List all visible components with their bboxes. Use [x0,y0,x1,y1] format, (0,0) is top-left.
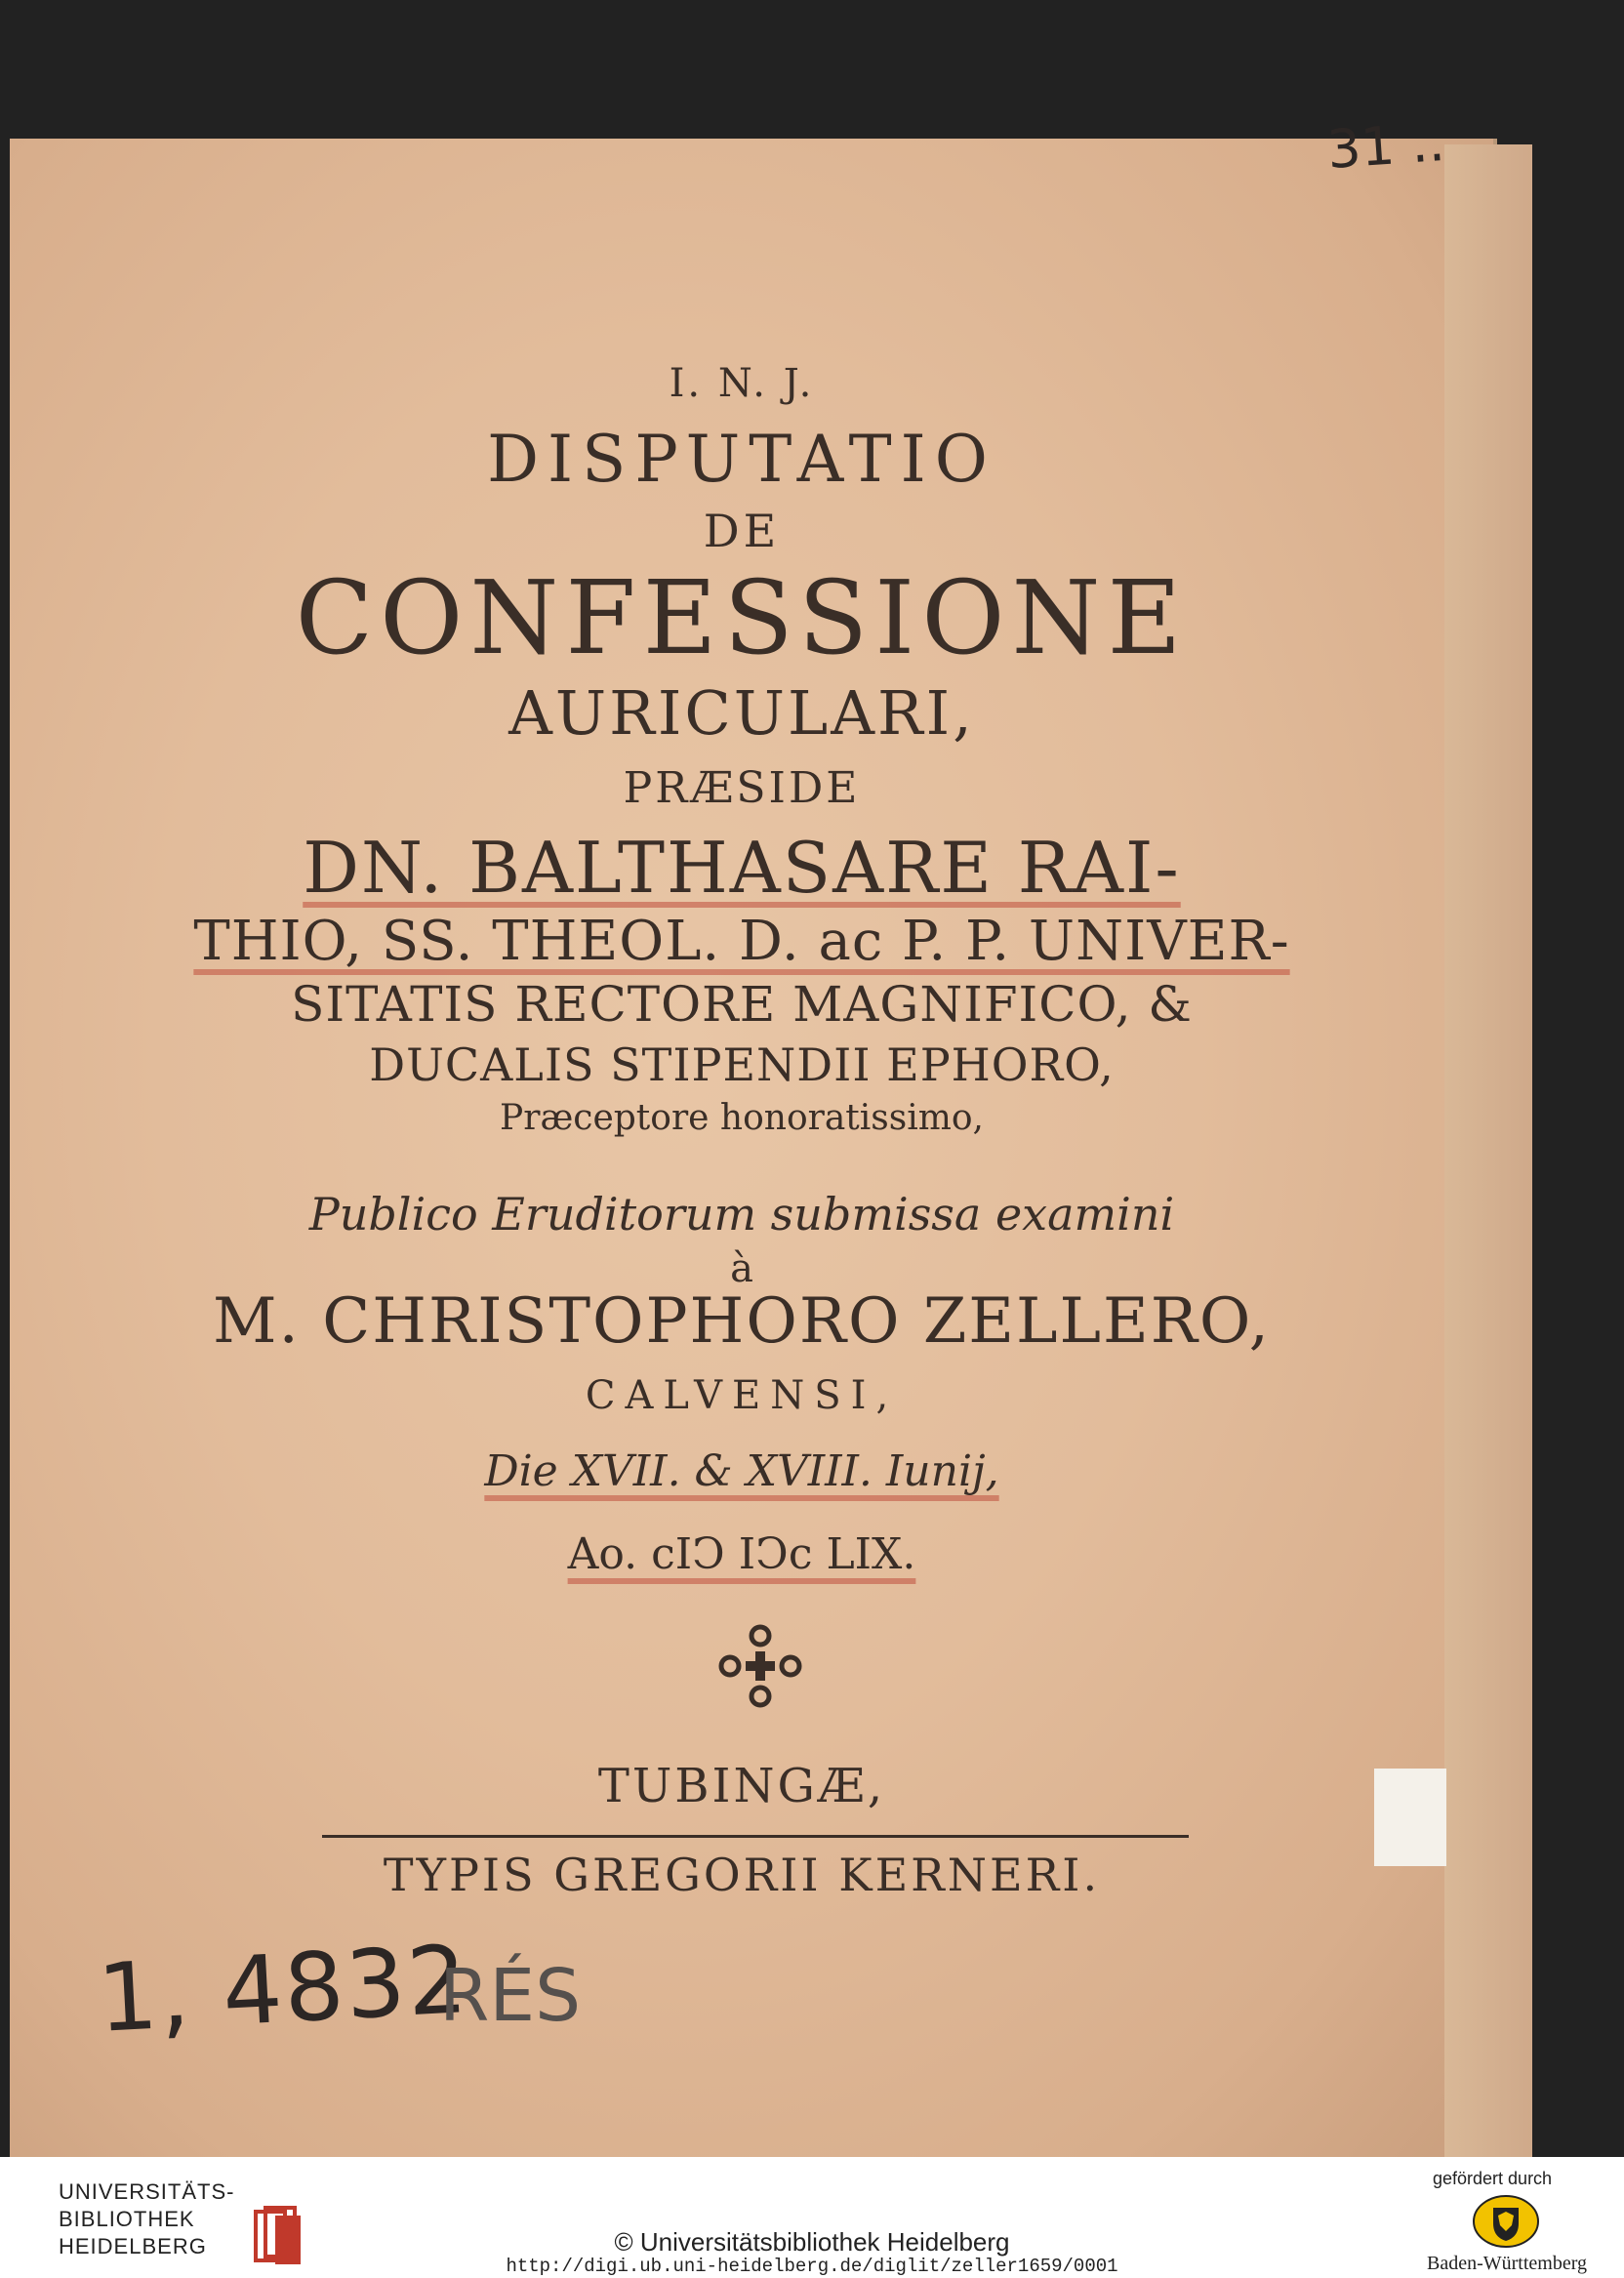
sponsor-label: gefördert durch [1433,2169,1553,2188]
date-line: Die XVII. & XVIII. Iunij, [484,1446,999,1496]
sponsor-name: Baden-Württemberg [1427,2253,1588,2274]
handwritten-res: RÉS [439,1954,582,2038]
page-edge [1444,144,1532,2157]
white-label [1374,1769,1446,1866]
respondent-name: M. CHRISTOPHORO ZELLERO, [213,1285,1271,1358]
president-name-line-1: DN. BALTHASARE RAI- [303,827,1181,909]
imprint-rule [322,1835,1189,1838]
year-line: Ao. cIↃ IↃc LIX. [567,1529,916,1579]
respondent-origin: CALVENSI, [585,1373,899,1418]
printer-line: TYPIS GREGORII KERNERI. [383,1849,1101,1901]
ornament-icon [716,1622,804,1710]
a-line: à [730,1246,753,1291]
library-line-1: UNIVERSITÄTS- [59,2179,235,2204]
footer [0,2157,1624,2278]
invocation-line: I. N. J. [669,361,815,406]
place-line: TUBINGÆ, [597,1759,886,1813]
title-page [10,139,1493,2157]
publico-line: Publico Eruditorum submissa examini [308,1188,1175,1241]
praeside-line: PRÆSIDE [623,763,861,813]
subtitle-line: AURICULARI, [508,677,975,749]
library-line-3: HEIDELBERG [59,2234,207,2258]
library-line-2: BIBLIOTHEK [59,2207,195,2231]
praeceptore-line: Præceptore honoratissimo, [500,1098,984,1138]
handwritten-shelfmark: 31 .. [1324,110,1447,182]
permalink-url[interactable]: http://digi.ub.uni-heidelberg.de/diglit/zeller1659/0001 [506,2256,1118,2277]
de-line: DE [703,505,781,557]
copyright-text: © Universitätsbibliothek Heidelberg [614,2227,1010,2257]
president-title-line-1: SITATIS RECTORE MAGNIFICO, & [291,976,1193,1033]
president-name-line-2: THIO, SS. THEOL. D. ac P. P. UNIVER- [193,910,1290,973]
state-emblem-icon[interactable] [1472,2194,1540,2249]
handwritten-call-number: 1, 4832 [95,1925,472,2054]
main-title: CONFESSIONE [295,558,1189,677]
disputatio-line: DISPUTATIO [487,422,996,497]
president-title-line-2: DUCALIS STIPENDII EPHORO, [369,1038,1115,1091]
